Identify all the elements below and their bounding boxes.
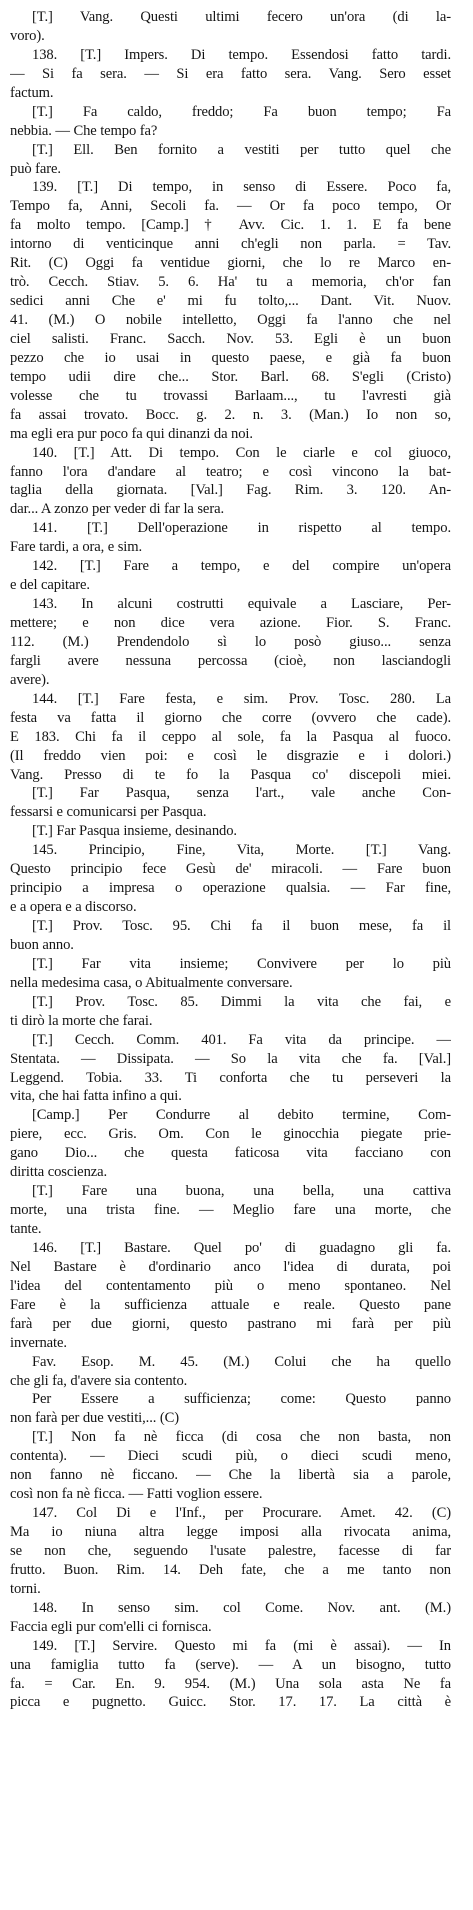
text-line: Questo principio fece Gesù de' miracoli. — Fare buon [10,861,451,878]
text-line: così non fa nè ficca. — Fatti voglion essere. [10,1486,263,1503]
text-line: farà per due giorni, questo pastrano mi farà per più [10,1315,451,1332]
text-line: [T.] Far Pasqua insieme, desinando. [32,823,237,840]
text-line: nebbia. — Che tempo fa? [10,122,158,139]
text-line: Per Essere a sufficienza; come: Questo panno [32,1391,451,1408]
text-line: invernate. [10,1334,67,1351]
text-line: gano Dio... che questa faticosa vita facciano con [10,1145,451,1162]
text-line: 139. [T.] Di tempo, in senso di Essere. Poco fa, [32,179,451,196]
text-line: picca e pugnetto. Guicc. Stor. 17. 17. La città è [10,1694,451,1711]
text-line: 147. Col Di e l'Inf., per Procurare. Amet. 42. (C) [32,1505,451,1522]
text-line: ti dirò la morte che farai. [10,1012,153,1029]
text-line: [Camp.] Per Condurre al debito termine, Com- [32,1107,451,1124]
text-line: fanno l'ora d'andare al teatro; e così vincono la bat- [10,463,451,480]
text-line: tante. [10,1221,42,1237]
text-line: Tempo fa, Anni, Secoli fa. — Or fa poco tempo, Or [10,198,451,215]
text-line: 149. [T.] Servire. Questo mi fa (mi è assai). — In [32,1637,451,1654]
text-line: morte, una trista fine. — Meglio fare una morte, che [10,1202,451,1219]
text-line: Ma io niuna altra legge imposi alla rivocata anima, [10,1524,451,1540]
text-line: l'idea del contentamento più o meno spontaneo. Nel [10,1277,451,1294]
text-line: avere). [10,671,50,688]
text-line: [T.] Fa caldo, freddo; Fa buon tempo; Fa [32,103,451,120]
text-line: Vang. Presso di te fo la Pasqua co' discepoli miei. [10,766,451,783]
text-line: nella medesima casa, o Abitualmente conversare. [10,974,293,991]
text-line: [T.] Far vita insieme; Convivere per lo più [32,955,451,972]
text-line: fargli avere nessuna percossa (cioè, non lasciandogli [10,652,451,669]
text-line: Fare tardi, a ora, e sim. [10,539,143,556]
text-line: 146. [T.] Bastare. Quel po' di guadagno gli fa. [32,1239,451,1256]
text-line: dar... A zonzo per veder di far la sera. [10,501,225,518]
text-line: può fare. [10,160,61,177]
text-line: 140. [T.] Att. Di tempo. Con le ciarle e col giuoco, [32,444,451,461]
text-line: E 183. Chi fa il ceppo al sole, fa la Pasqua al fuoco. [10,728,451,745]
text-line: fessarsi e comunicarsi per Pasqua. [10,804,207,821]
text-line: 112. (M.) Prendendolo sì lo posò giuso... senza [10,633,451,650]
text-line: piere, ecc. Gris. Om. Con le ginocchia piegate prie- [10,1126,451,1143]
text-line: non fanno nè ficcano. — Che la libertà sia a parole, [10,1467,451,1484]
text-line: mettere; e non dice vera azione. Fior. S. Franc. [10,615,451,631]
text-line: volesse che tu trovassi Barlaam..., tu l'avresti già [10,387,451,404]
text-line: 141. [T.] Dell'operazione in rispetto al tempo. [32,520,451,537]
text-line: fa. = Car. En. 9. 954. (M.) Una sola asta Ne fa [10,1675,451,1692]
text-line: tempo udii dire che... Stor. Barl. 68. S'egli (Cristo) [10,368,451,385]
text-line: Leggend. Tobia. 33. Ti conforta che tu perseveri la [10,1069,451,1086]
text-line: ciel salisti. Franc. Sacch. Nov. 53. Egli è un buon [10,330,451,347]
text-line: contenta). — Dieci scudi più, o dieci scudi meno, [10,1448,451,1465]
text-line: taglia della giornata. [Val.] Fag. Rim. 3. 120. An- [10,482,451,499]
text-line: e a opera e a discorso. [10,899,137,916]
text-line: (Il freddo vien poi: e così le disgrazie e i dolori.) [10,747,451,764]
text-line: 145. Principio, Fine, Vita, Morte. [T.] Vang. [32,842,451,859]
text-line: ma egli era pur poco fa qui dinanzi da noi. [10,425,253,442]
text-line: frutto. Buon. Rim. 14. Deh fate, che a me tanto non [10,1561,451,1578]
text-line: diritta coscienza. [10,1164,108,1181]
text-line: intorno di venticinque anni ch'egli non parla. = Tav. [10,236,451,253]
text-line: non farà per due vestiti,... (C) [10,1410,180,1427]
text-line: 144. [T.] Fare festa, e sim. Prov. Tosc. 280. La [32,690,451,707]
text-line: sedici anni Che e' mi fu tolto,... Dant. Vit. Nuov. [10,293,451,310]
text-line: Fare è la sufficienza attuale e reale. Questo pane [10,1296,451,1313]
text-line: Stentata. — Dissipata. — So la vita che fa. [Val.] [10,1050,451,1067]
text-line: [T.] Cecch. Comm. 401. Fa vita da principe. — [32,1031,451,1048]
text-line: voro). [10,27,45,44]
text-line: e del capitare. [10,577,90,594]
text-line: pezzo che io usai in questo paese, e già fa buon [10,349,451,366]
text-line: buon anno. [10,936,74,953]
text-line: [T.] Ell. Ben fornito a vestiti per tutto quel che [32,141,451,158]
text-line: [T.] Vang. Questi ultimi fecero un'ora (di la- [32,9,451,25]
text-line: festa va fatta il giorno che corre (ovvero che cade). [10,709,451,726]
text-line: trò. Cecch. Stiav. 5. 6. Ha' tu a memoria, ch'or fan [10,274,451,291]
text-line: 138. [T.] Impers. Di tempo. Essendosi fatto tardi. [32,46,451,63]
text-line: 41. (M.) O nobile intelletto, Oggi fa l'anno che nel [10,312,451,328]
text-line: 143. In alcuni costrutti equivale a Lasciare, Per- [32,596,451,613]
text-line: [T.] Prov. Tosc. 95. Chi fa il buon mese, fa il [32,918,451,934]
text-line: factum. [10,84,54,101]
text-line: vita, che hai fatta infino a qui. [10,1088,182,1105]
text-line: principio a impresa o operazione qualsia. — Far fine, [10,880,451,897]
text-line: fa assai trovato. Bocc. g. 2. n. 3. (Man.) Io non so, [10,406,451,423]
text-line: [T.] Non fa nè ficca (di cosa che non basta, non [32,1429,451,1446]
text-line: [T.] Prov. Tosc. 85. Dimmi la vita che fai, e [32,993,451,1010]
text-line: una famiglia tutto fa (serve). — A un bisogno, tutto [10,1656,451,1673]
text-line: [T.] Far Pasqua, senza l'art., vale anche Con- [32,785,451,802]
text-line: 148. In senso sim. col Come. Nov. ant. (M.) [32,1599,451,1616]
text-line: [T.] Fare una buona, una bella, una cattiva [32,1183,451,1200]
text-line: torni. [10,1580,41,1597]
text-line: — Si fa sera. — Si era fatto sera. Vang. Sero esset [10,65,451,82]
text-line: Nel Bastare è d'ordinario anco l'idea di durata, poi [10,1258,451,1275]
text-line: se non che, seguendo l'usate palestre, facesse di far [10,1542,451,1559]
text-line: Faccia egli pur com'elli ci fornisca. [10,1618,212,1635]
text-line: 142. [T.] Fare a tempo, e del compire un'opera [32,558,451,575]
text-line: che gli fa, d'avere sia contento. [10,1372,188,1389]
text-line: fa molto tempo. [Camp.] † Avv. Cic. 1. 1. E fa bene [10,217,451,234]
text-line: Fav. Esop. M. 45. (M.) Colui che ha quello [32,1353,451,1370]
text-line: Rit. (C) Oggi fa ventidue giorni, che lo re Marco en- [10,255,451,272]
